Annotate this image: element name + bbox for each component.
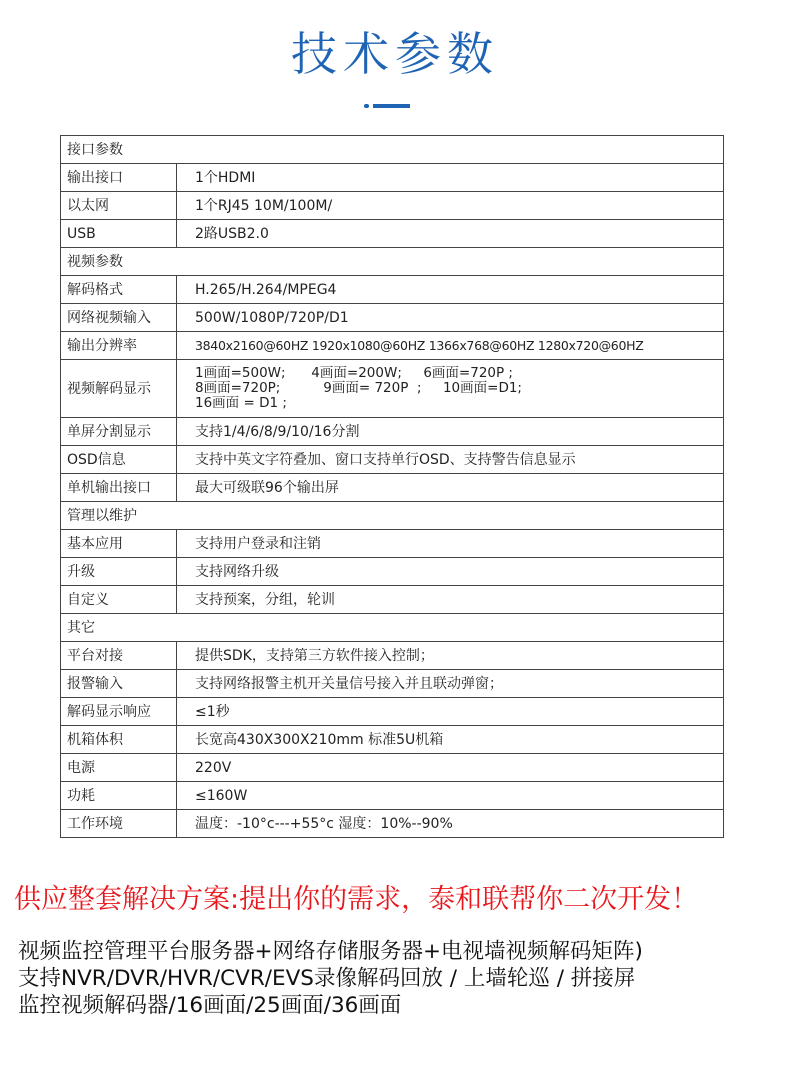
row-label: 输出分辨率: [61, 332, 177, 360]
row-label: 网络视频输入: [61, 304, 177, 332]
row-label: 电源: [61, 754, 177, 782]
section-heading-row: [61, 614, 724, 642]
row-label: 单屏分割显示: [61, 418, 177, 446]
table-row: [61, 446, 724, 474]
row-value: 支持网络升级: [177, 558, 724, 586]
decode-line: 1画面=500W; 4画面=200W; 6画面=720P ;: [195, 365, 513, 381]
table-row: [61, 332, 724, 360]
feature-line: 视频监控管理平台服务器+网络存储服务器+电视墙视频解码矩阵): [18, 939, 643, 964]
row-value: H.265/H.264/MPEG4: [177, 276, 724, 304]
row-value: 长宽高430X300X210mm 标准5U机箱: [177, 726, 724, 754]
row-value: 500W/1080P/720P/D1: [177, 304, 724, 332]
row-label: 升级: [61, 558, 177, 586]
row-value: 支持中英文字符叠加、窗口支持单行OSD、支持警告信息显示: [177, 446, 724, 474]
table-row: [61, 810, 724, 838]
feature-list: [18, 938, 788, 1019]
row-value: 1个RJ45 10M/100M/: [177, 192, 724, 220]
feature-line: 支持NVR/DVR/HVR/CVR/EVS录像解码回放 / 上墙轮巡 / 拼接屏: [18, 966, 636, 991]
row-label: OSD信息: [61, 446, 177, 474]
row-label: 基本应用: [61, 530, 177, 558]
table-row: [61, 726, 724, 754]
table-row: [61, 360, 724, 418]
row-label: 解码格式: [61, 276, 177, 304]
row-label: 机箱体积: [61, 726, 177, 754]
row-label: USB: [61, 220, 177, 248]
section-heading: 视频参数: [61, 248, 724, 276]
table-row: [61, 220, 724, 248]
table-row: [61, 418, 724, 446]
table-row: [61, 558, 724, 586]
decode-line: 8画面=720P; 9画面= 720P ; 10画面=D1;: [195, 380, 522, 396]
row-label: 自定义: [61, 586, 177, 614]
table-row: [61, 474, 724, 502]
row-label: 输出接口: [61, 164, 177, 192]
table-row: [61, 192, 724, 220]
table-row: [61, 754, 724, 782]
spec-table: [60, 135, 724, 838]
feature-line: 监控视频解码器/16画面/25画面/36画面: [18, 993, 402, 1018]
row-value: 2路USB2.0: [177, 220, 724, 248]
table-row: [61, 642, 724, 670]
row-label: 功耗: [61, 782, 177, 810]
section-heading: 其它: [61, 614, 724, 642]
table-row: [61, 782, 724, 810]
table-row: [61, 164, 724, 192]
underline-bar: [373, 104, 410, 108]
section-heading-row: [61, 502, 724, 530]
section-heading: 接口参数: [61, 136, 724, 164]
promo-text: 供应整套解决方案:提出你的需求，泰和联帮你二次开发！: [14, 884, 699, 915]
title-underline: [364, 104, 410, 108]
row-value: 支持预案，分组，轮训: [177, 586, 724, 614]
table-row: [61, 586, 724, 614]
table-row: [61, 304, 724, 332]
row-label: 工作环境: [61, 810, 177, 838]
row-label: 报警输入: [61, 670, 177, 698]
row-value: 支持网络报警主机开关量信号接入并且联动弹窗；: [177, 670, 724, 698]
row-value: 1个HDMI: [177, 164, 724, 192]
table-row: [61, 276, 724, 304]
section-heading: 管理以维护: [61, 502, 724, 530]
table-row: [61, 698, 724, 726]
page-title: 技术参数: [291, 27, 499, 81]
row-value: 支持1/4/6/8/9/10/16分割: [177, 418, 724, 446]
row-label: 视频解码显示: [61, 360, 177, 418]
row-value: 提供SDK，支持第三方软件接入控制；: [177, 642, 724, 670]
row-value: 220V: [177, 754, 724, 782]
row-label: 解码显示响应: [61, 698, 177, 726]
row-value: 3840x2160@60HZ 1920x1080@60HZ 1366x768@60HZ 1280x720@60HZ: [177, 332, 724, 360]
table-row: [61, 670, 724, 698]
row-label: 以太网: [61, 192, 177, 220]
row-label: 单机输出接口: [61, 474, 177, 502]
underline-dot: [364, 104, 369, 108]
section-heading-row: [61, 136, 724, 164]
row-value: ≤160W: [177, 782, 724, 810]
decode-line: 16画面 = D1 ;: [195, 395, 287, 411]
table-row: [61, 530, 724, 558]
row-value: ≤1秒: [177, 698, 724, 726]
row-label: 平台对接: [61, 642, 177, 670]
row-value: 最大可级联96个输出屏: [177, 474, 724, 502]
row-value: 温度：-10°c---+55°c 湿度：10%--90%: [177, 810, 724, 838]
row-value: 支持用户登录和注销: [177, 530, 724, 558]
section-heading-row: [61, 248, 724, 276]
row-value-multiline: [177, 360, 724, 418]
